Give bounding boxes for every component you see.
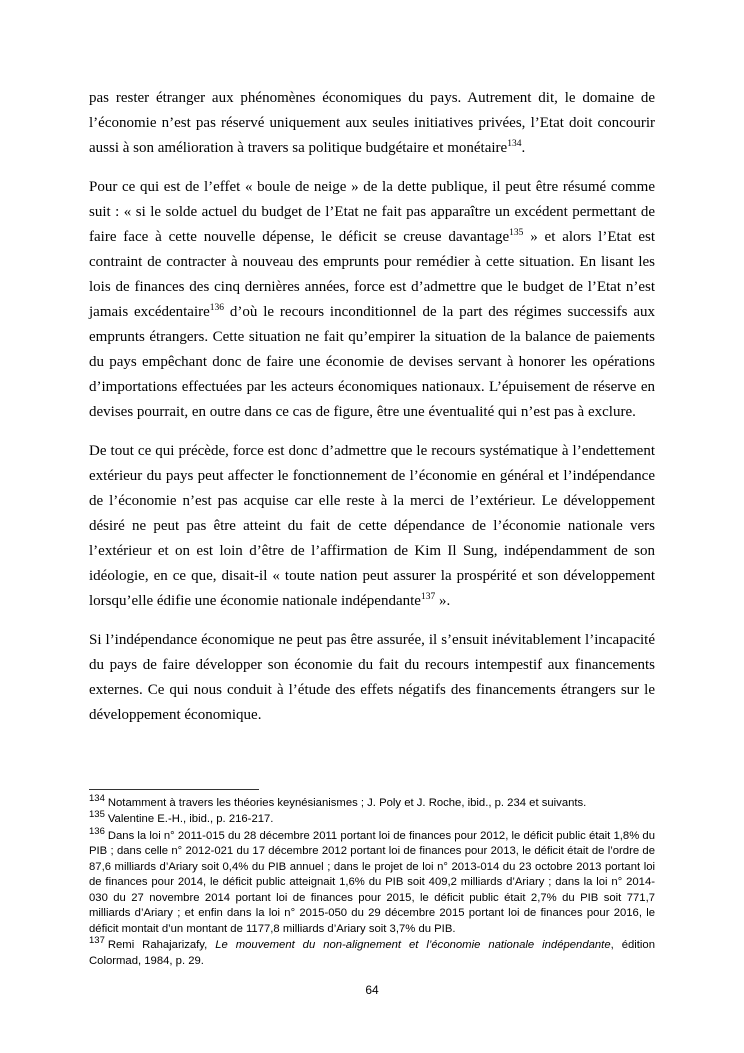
footnote-137-publisher: , édition Colormad, 1984, p. 29.	[89, 939, 655, 967]
footnote-136-text: Dans la loi n° 2011-015 du 28 décembre 2011 portant loi de finances pour 2012, le déficit public était 1,8% du PIB ; dans celle n° 2012-021 du 17 décembre 2012 portant loi de finances pour 2013, le déficit était de l’ordre de 87,6 milliards d’Ariary soit 0,4% du PIB annuel ; dans le projet de loi n° 2013-014 du 23 octobre 2013 portant loi de finances pour 2014, le déficit public atteignait 1,6% du PIB soit 409,2 milliards d’Ariary ; dans la loi n° 2014-030 du 27 novembre 2014 portant loi de finances pour 2015, le déficit public était 2,7% du PIB soit 771,7 milliards d’Ariary ; et enfin dans la loi n° 2015-050 du 29 décembre 2015 portant loi de finances pour 2016, le déficit montait d’un montant de 1177,8 milliards d’Ariary soit 3,7% du PIB.	[89, 829, 655, 935]
footnote-separator-rule	[89, 789, 259, 790]
footnote-137-number: 137	[89, 935, 105, 947]
paragraph-3-text: De tout ce qui précède, force est donc d’admettre que le recours systématique à l’endettement extérieur du pays peut affecter le fonctionnement de l’économie en général et l’indépendance de l’économie n’est pas acquise car elle reste à la merci de l’extérieur. Le développement désiré ne peut pas être atteint du fait de cette dépendance de l’économie nationale vers l’extérieur et on est loin d’être de l’affirmation de Kim Il Sung, indépendamment de son idéologie, en ce que, disait-il « toute nation peut assurer la prospérité et son développement lorsqu’elle édifie une économie nationale indépendante	[89, 443, 655, 609]
footnote-136	[89, 825, 655, 938]
paragraph-4-text: Si l’indépendance économique ne peut pas être assurée, il s’ensuit inévitablement l’incapacité du pays de faire développer son économie du fait du recours intempestif aux financements externes. Ce qui nous conduit à l’étude des effets négatifs des financements étrangers sur le développement économique.	[89, 632, 655, 723]
paragraph-4	[89, 628, 655, 728]
footnote-134-text: Notamment à travers les théories keynésianismes ; J. Poly et J. Roche, ibid., p. 234 et suivants.	[107, 796, 587, 809]
page-number: 64	[365, 983, 379, 997]
footnote-137	[89, 935, 655, 969]
footnote-134-number: 134	[89, 792, 105, 804]
paragraph-2	[89, 175, 655, 425]
footnote-ref-136: 136	[209, 303, 225, 313]
footnote-137-book-title: Le mouvement du non-alignement et l’économie nationale indépendante	[215, 939, 611, 951]
footnotes-section	[89, 789, 655, 971]
footnote-135-number: 135	[89, 809, 105, 821]
footnote-134	[89, 792, 655, 812]
paragraph-2-text-mid: » et alors l’Etat est contraint de contracter à nouveau des emprunts pour remédier à cette situation. En lisant les lois de finances des cinq dernières années, force est d’admettre que le budget de l’Etat n’est jamais excédentaire	[89, 229, 655, 320]
footnote-137-author: Remi Rahajarizafy,	[107, 939, 216, 951]
footnote-135	[89, 809, 655, 828]
paragraph-2-text-end: d’où le recours inconditionnel de la part des régimes successifs aux emprunts étrangers. Cette situation ne fait qu’empirer la situation de la balance de paiements du pays empêchant donc de faire une économie de devises servant à honorer les opérations d’importations effectuées par les acteurs économiques nationaux. L’épuisement de réserve en devises pourrait, en outre dans ce cas de figure, être une éventualité qui n’est pas à exclure.	[89, 304, 655, 420]
paragraph-1-text-end: .	[521, 140, 526, 156]
paragraph-2-text: Pour ce qui est de l’effet « boule de neige » de la dette publique, il peut être résumé comme suit : « si le solde actuel du budget de l’Etat ne fait pas apparaître un excédent permettant de faire face à cette nouvelle dépense, le déficit se creuse davantage	[89, 179, 655, 245]
footnote-135-text: Valentine E.-H., ibid., p. 216-217.	[107, 813, 274, 825]
footnote-ref-134: 134	[507, 139, 522, 149]
footnote-ref-137: 137	[420, 592, 436, 602]
paragraph-3-text-end: ».	[435, 593, 451, 609]
paragraph-1	[89, 86, 655, 161]
paragraph-1-text: pas rester étranger aux phénomènes économiques du pays. Autrement dit, le domaine de l’économie n’est pas réservé uniquement aux seules initiatives privées, l’Etat doit concourir aussi à son amélioration à travers sa politique budgétaire et monétaire	[89, 90, 655, 156]
paragraph-3	[89, 439, 655, 614]
footnote-136-number: 136	[89, 825, 105, 837]
body-text	[89, 86, 655, 742]
footnote-ref-135: 135	[509, 228, 524, 238]
